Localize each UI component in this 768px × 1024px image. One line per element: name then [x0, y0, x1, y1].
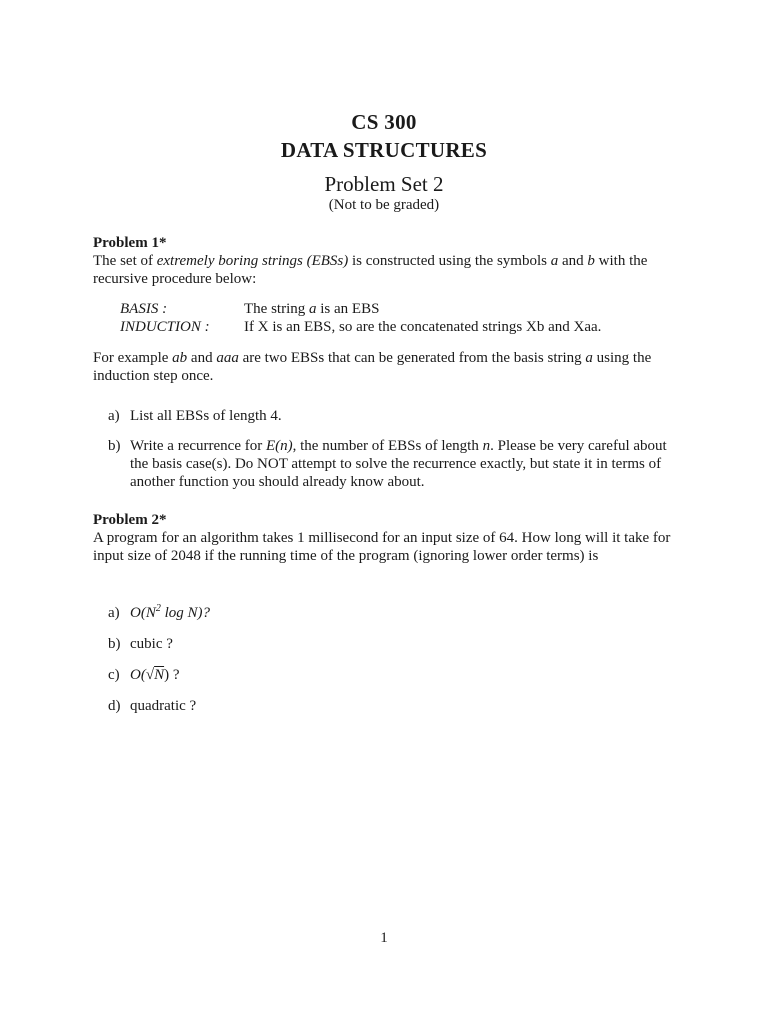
variable-n: n	[482, 438, 491, 454]
problem-set-title: Problem Set 2	[324, 172, 444, 196]
math-exponent: 2	[155, 603, 161, 614]
basis-row	[120, 300, 601, 318]
example-ab: ab	[172, 350, 188, 366]
basis-symbol: a	[309, 301, 317, 317]
basis-key: BASIS :	[120, 301, 168, 317]
question-a	[93, 407, 683, 425]
course-title-block	[0, 108, 768, 164]
example-text	[93, 349, 683, 385]
symbol-b: b	[587, 253, 595, 269]
math-expr	[130, 605, 210, 621]
problem-2-heading: Problem 2*	[93, 512, 167, 528]
question-text: quadratic ?	[130, 698, 197, 714]
example-part: are two EBSs that can be generated from the basis string	[238, 350, 586, 366]
math-part: O(	[130, 667, 146, 683]
question-2b	[93, 635, 683, 666]
sqrt-sign: √	[145, 667, 155, 683]
question-2d	[93, 697, 683, 715]
course-code: CS 300	[351, 110, 417, 134]
question-list	[93, 407, 683, 491]
question-list	[93, 604, 683, 715]
example-part: using the induction step once.	[93, 350, 652, 384]
question-label: b)	[108, 438, 121, 454]
question-text: List all EBSs of length 4.	[130, 408, 282, 424]
question-b	[93, 437, 683, 491]
example-part: For example	[93, 350, 173, 366]
math-part: ) ?	[164, 667, 180, 683]
symbol-a: a	[550, 253, 559, 269]
question-label: d)	[108, 698, 121, 714]
ebs-term: extremely boring strings (EBSs)	[156, 253, 349, 269]
course-name: DATA STRUCTURES	[280, 138, 488, 162]
induction-text: If X is an EBS, so are the concatenated strings Xb and Xaa.	[244, 319, 602, 335]
intro-text: The set of	[93, 253, 157, 269]
sqrt-radicand: N	[154, 667, 165, 683]
recursive-definition	[93, 300, 683, 336]
rules-table	[120, 300, 601, 336]
problem-2-questions	[93, 604, 683, 715]
example-aaa: aaa	[216, 350, 239, 366]
induction-row	[120, 318, 601, 336]
problem-2-intro: A program for an algorithm takes 1 millisecond for an input size of 64. How long will it take for input size of 2048 if the running time of the program (ignoring lower order terms) is	[93, 530, 671, 564]
intro-text: is constructed using the symbols	[348, 253, 551, 269]
page-number: 1	[380, 930, 388, 946]
example-symbol: a	[585, 350, 593, 366]
question-text: Write a recurrence for	[130, 438, 266, 454]
intro-text: and	[558, 253, 588, 269]
question-text: , the number of EBSs of length	[292, 438, 483, 454]
basis-text-part: The string	[244, 301, 309, 317]
basis-text-part: is an EBS	[316, 301, 380, 317]
math-part: O(N	[130, 605, 156, 621]
question-label: a)	[108, 408, 120, 424]
question-text: cubic ?	[130, 636, 173, 652]
question-label: c)	[108, 667, 120, 683]
problem-1-questions	[93, 407, 683, 491]
example-paragraph	[93, 349, 683, 385]
question-text: . Please be very careful about the basis case(s). Do NOT attempt to solve the recurrence exactly, but state it in terms of another function you should already know about.	[130, 438, 667, 490]
math-expr	[130, 667, 146, 683]
problem-1-intro	[93, 252, 683, 288]
question-label: a)	[108, 605, 120, 621]
example-part: and	[187, 350, 217, 366]
intro-text: with the recursive procedure below:	[93, 253, 648, 287]
problem-set-note: (Not to be graded)	[328, 197, 440, 213]
basis-text	[244, 300, 601, 318]
question-2a	[93, 604, 683, 635]
function-notation: E(n)	[265, 438, 293, 454]
induction-key: INDUCTION :	[120, 319, 210, 335]
problem-1-heading: Problem 1*	[93, 235, 167, 251]
problem-1-section	[93, 234, 683, 288]
question-2c	[93, 666, 683, 697]
question-label: b)	[108, 636, 121, 652]
problem-2-section	[93, 511, 683, 565]
math-part: log N)?	[160, 605, 211, 621]
